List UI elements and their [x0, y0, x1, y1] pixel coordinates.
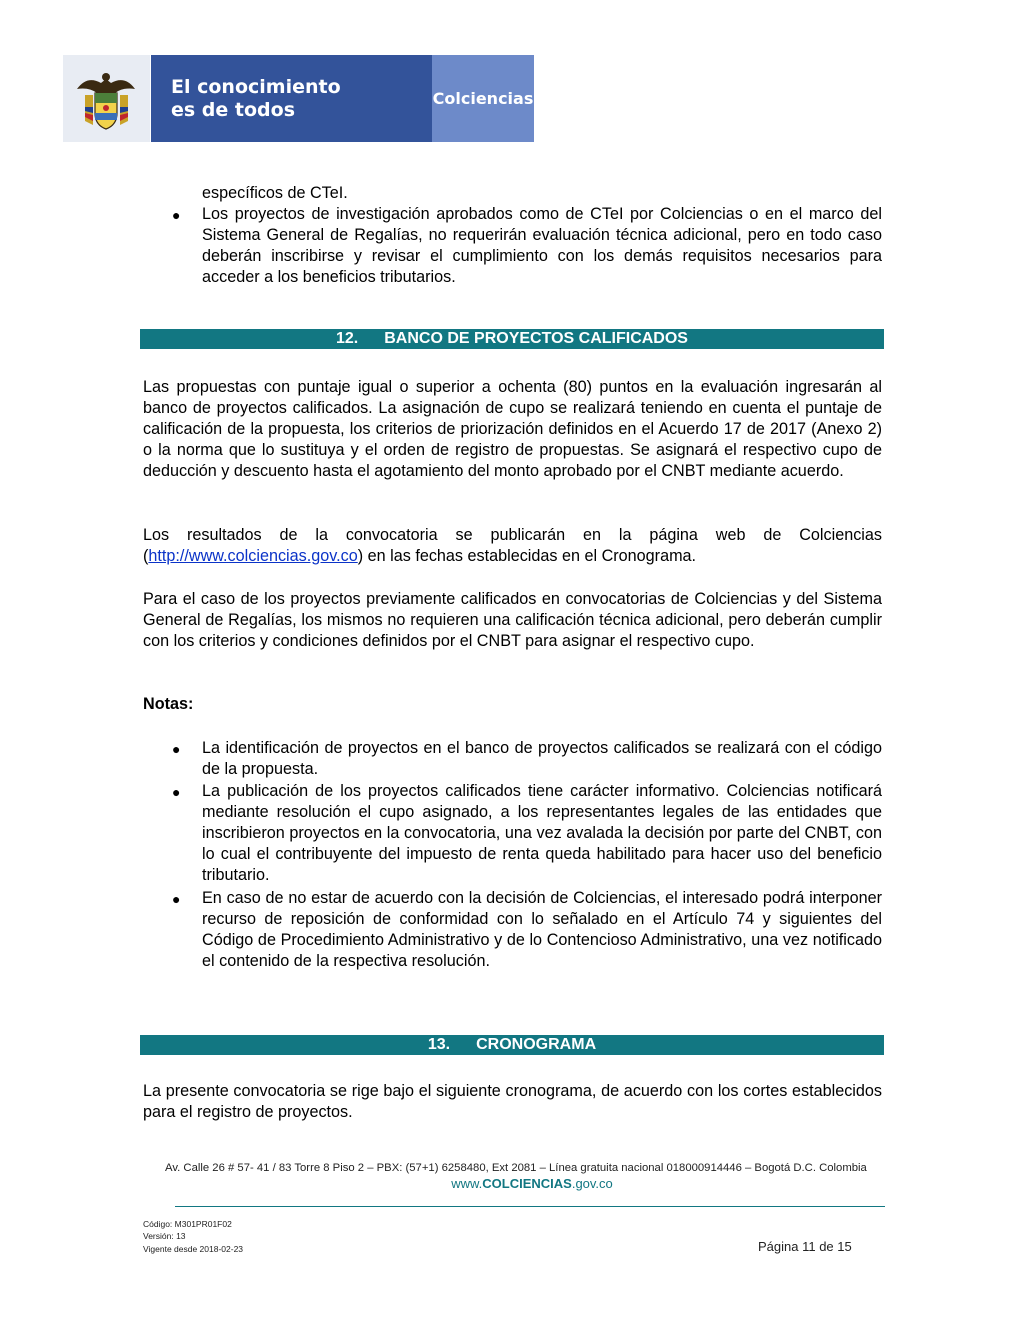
section-13-heading [140, 1035, 884, 1055]
section-12-number: 12. [336, 330, 359, 347]
slogan-line-2: es de todos [171, 99, 296, 121]
bullet-icon: ● [172, 207, 181, 223]
section-13-title: CRONOGRAMA [476, 1036, 597, 1053]
slogan-panel [151, 55, 432, 142]
document-valid-from: Vigente desde 2018-02-23 [143, 1244, 244, 1254]
section-12-paragraph-2-line-1: Los resultados de la convocatoria se publicarán en la página web de Colciencias [143, 526, 882, 544]
bullet-icon: ● [172, 891, 181, 907]
note-item-1: La identificación de proyectos en el banco de proyectos calificados se realizará con el código de la propuesta. [202, 739, 882, 778]
notes-heading: Notas: [143, 695, 194, 713]
seal-panel [63, 55, 150, 142]
coat-of-arms-icon [63, 55, 150, 142]
section-12-paragraph-2-line-2 [143, 546, 882, 567]
section-13-paragraph-1: La presente convocatoria se rige bajo el siguiente cronograma, de acuerdo con los cortes establecidos para el registro de proyectos. [143, 1082, 882, 1121]
document-version: Versión: 13 [143, 1231, 186, 1241]
web-brand: COLCIENCIAS [482, 1176, 572, 1191]
footer-website[interactable] [0, 1176, 1024, 1191]
intro-continuation: específicos de CTeI. [202, 184, 348, 202]
footer-divider [175, 1206, 885, 1207]
section-13-number: 13. [427, 1036, 451, 1053]
web-suffix: .gov.co [571, 1176, 613, 1191]
bullet-icon: ● [172, 784, 181, 800]
section-12-heading [140, 329, 884, 349]
bullet-icon: ● [172, 741, 181, 757]
paragraph-2-rest: ) en las fechas establecidas en el Cronograma. [357, 547, 697, 565]
slogan-line-1: El conocimiento [171, 76, 341, 98]
document-code: Código: M301PR01F02 [143, 1219, 232, 1229]
web-prefix: www. [451, 1176, 483, 1191]
note-item-3: En caso de no estar de acuerdo con la decisión de Colciencias, el interesado podrá interponer recurso de reposición de conformidad con lo señalado en el Artículo 74 y siguientes del Código de Procedimiento Administrativo y de lo Contencioso Administrativo, una vez notificado el contenido de la respectiva resolución. [202, 889, 882, 970]
section-12-title: BANCO DE PROYECTOS CALIFICADOS [384, 330, 688, 347]
brand-logo: Colciencias [432, 55, 534, 142]
paren-open: ( [143, 547, 149, 565]
section-12-paragraph-1: Las propuestas con puntaje igual o superior a ochenta (80) puntos en la evaluación ingresarán al banco de proyectos calificados. La asignación de cupo se realizará teniendo en cuenta el puntaje de calificación de la propuesta, los criterios de priorización definidos en el Acuerdo 17 de 2017 (Anexo 2) o la norma que lo sustituya y el orden de registro de propuestas. Se asignará el respectivo cupo de deducción y descuento hasta el agotamiento del monto aprobado por el CNBT mediante acuerdo. [143, 378, 882, 480]
note-item-2: La publicación de los proyectos calificados tiene carácter informativo. Colciencias notificará mediante resolución el cupo asignado, a los representantes legales de las entidades que inscribieron proyectos en la convocatoria, una vez avalada la decisión por parte del CNBT, con lo cual el contribuyente del impuesto de renta queda habilitado para hacer uso del beneficio tributario. [202, 782, 882, 884]
intro-bullet-text: Los proyectos de investigación aprobados como de CTeI por Colciencias o en el marco del Sistema General de Regalías, no requerirán evaluación técnica adicional, pero en todo caso deberán inscribirse y revisar el cumplimiento con los demás requisitos necesarios para acceder a los beneficios tributarios. [202, 205, 882, 286]
header-banner [63, 55, 534, 142]
section-12-paragraph-3: Para el caso de los proyectos previamente calificados en convocatorias de Colciencias y del Sistema General de Regalías, los mismos no requieren una calificación técnica adicional, pero deberán cumplir con los criterios y condiciones definidos por el CNBT para asignar el respectivo cupo. [143, 590, 882, 650]
footer-address: Av. Calle 26 # 57- 41 / 83 Torre 8 Piso 2 – PBX: (57+1) 6258480, Ext 2081 – Línea gratuita nacional 018000914446 – Bogotá D.C. Colombia [165, 1162, 867, 1174]
colciencias-link[interactable]: http://www.colciencias.gov.co [148, 547, 358, 565]
page-number: Página 11 de 15 [758, 1239, 852, 1254]
